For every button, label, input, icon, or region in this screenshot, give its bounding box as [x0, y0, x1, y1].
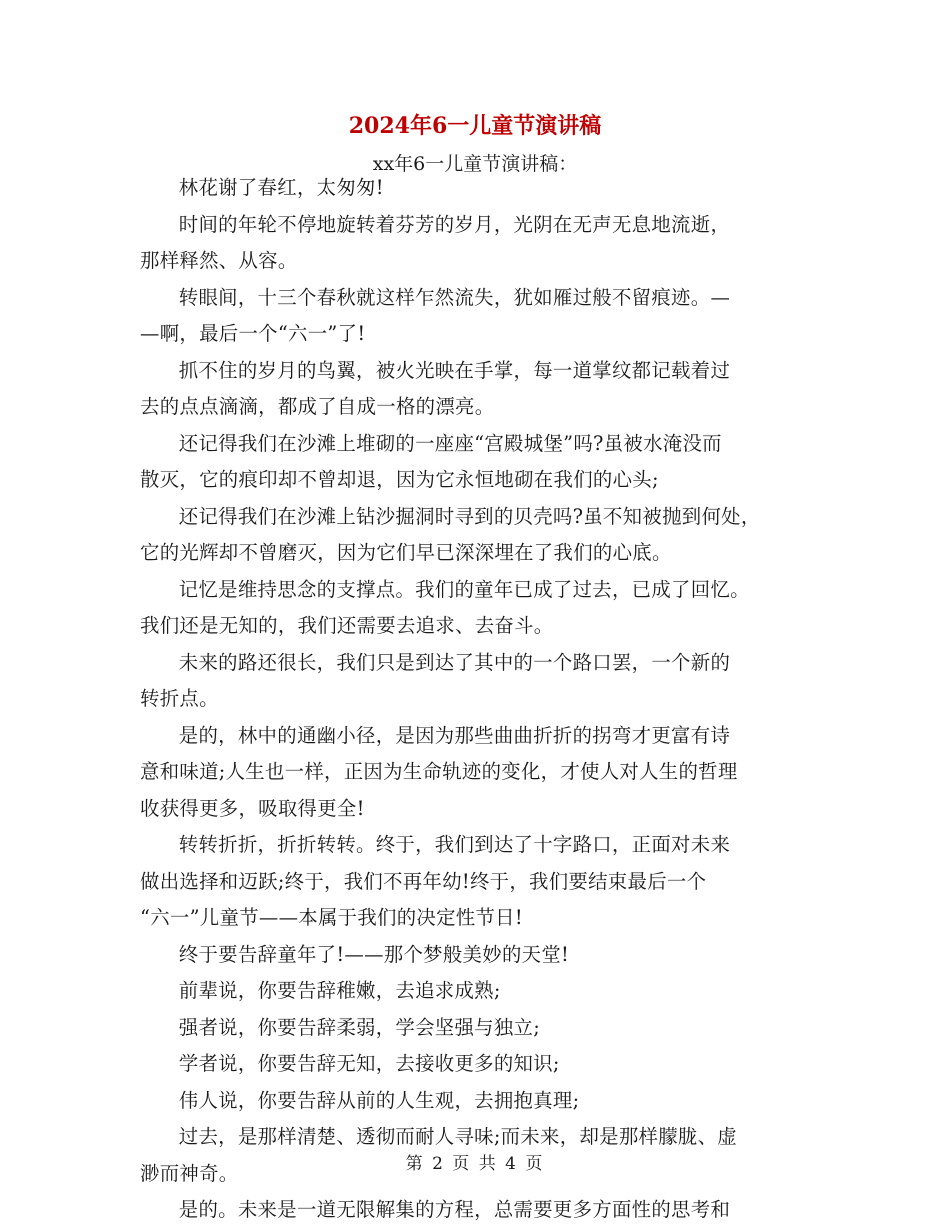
document-subtitle: xx年6一儿童节演讲稿： — [372, 153, 578, 175]
paragraph: 是的。未来是一道无限解集的方程，总需要更多方面性的思考和 — [178, 1198, 731, 1221]
paragraph: 伟人说，你要告辞从前的人生观，去拥抱真理; — [178, 1088, 580, 1112]
paragraph: 过去，是那样清楚、透彻而耐人寻味;而未来，却是那样朦胧、虚 渺而神奇。 — [140, 1125, 737, 1185]
document-body — [140, 170, 830, 1229]
paragraph: 林花谢了春红，太匆匆! — [178, 176, 384, 199]
paragraph: 记忆是维持思念的支撑点。我们的童年已成了过去，已成了回忆。 我们还是无知的，我们还需要去追求、去奋斗。 — [140, 577, 750, 637]
paragraph: 强者说，你要告辞柔弱，学会坚强与独立; — [178, 1015, 541, 1039]
paragraph: 还记得我们在沙滩上堆砌的一座座“宫殿城堡”吗?虽被水淹没而 散灭，它的痕印却不曾却退，因为它永恒地砌在我们的心头; — [140, 431, 722, 491]
paragraph: 转转折折，折折转转。终于，我们到达了十字路口，正面对未来 做出选择和迈跃;终于，我们不再年幼!终于，我们要结束最后一个 “六一”儿童节——本属于我们的决定性节日! — [140, 833, 731, 929]
paragraph: 前辈说，你要告辞稚嫩，去追求成熟; — [178, 979, 501, 1002]
paragraph: 终于要告辞童年了!——那个梦般美妙的天堂! — [178, 942, 570, 966]
page-footer: 第 2 页 共 4 页 — [405, 1154, 545, 1174]
paragraph: 还记得我们在沙滩上钻沙掘洞时寻到的贝壳吗?虽不知被抛到何处， 它的光辉却不曾磨灭，因为它们早已深深埋在了我们的心底。 — [140, 504, 761, 564]
paragraph: 抓不住的岁月的鸟翼，被火光映在手掌，每一道掌纹都记载着过 去的点点滴滴，都成了自成一格的漂亮。 — [140, 358, 731, 418]
paragraph: 转眼间，十三个春秋就这样乍然流失，犹如雁过般不留痕迹。— —啊，最后一个“六一”了! — [140, 285, 731, 345]
paragraph: 时间的年轮不停地旋转着芬芳的岁月，光阴在无声无息地流逝， 那样释然、从容。 — [140, 212, 731, 272]
document-title: 2024年6一儿童节演讲稿 — [348, 113, 602, 139]
paragraph: 学者说，你要告辞无知，去接收更多的知识; — [178, 1052, 560, 1075]
paragraph: 未来的路还很长，我们只是到达了其中的一个路口罢，一个新的 转折点。 — [140, 650, 731, 710]
paragraph: 是的，林中的通幽小径，是因为那些曲曲折折的拐弯才更富有诗 意和味道;人生也一样，正因为生命轨迹的变化，才使人对人生的哲理 收获得更多，吸取得更全! — [140, 723, 738, 820]
